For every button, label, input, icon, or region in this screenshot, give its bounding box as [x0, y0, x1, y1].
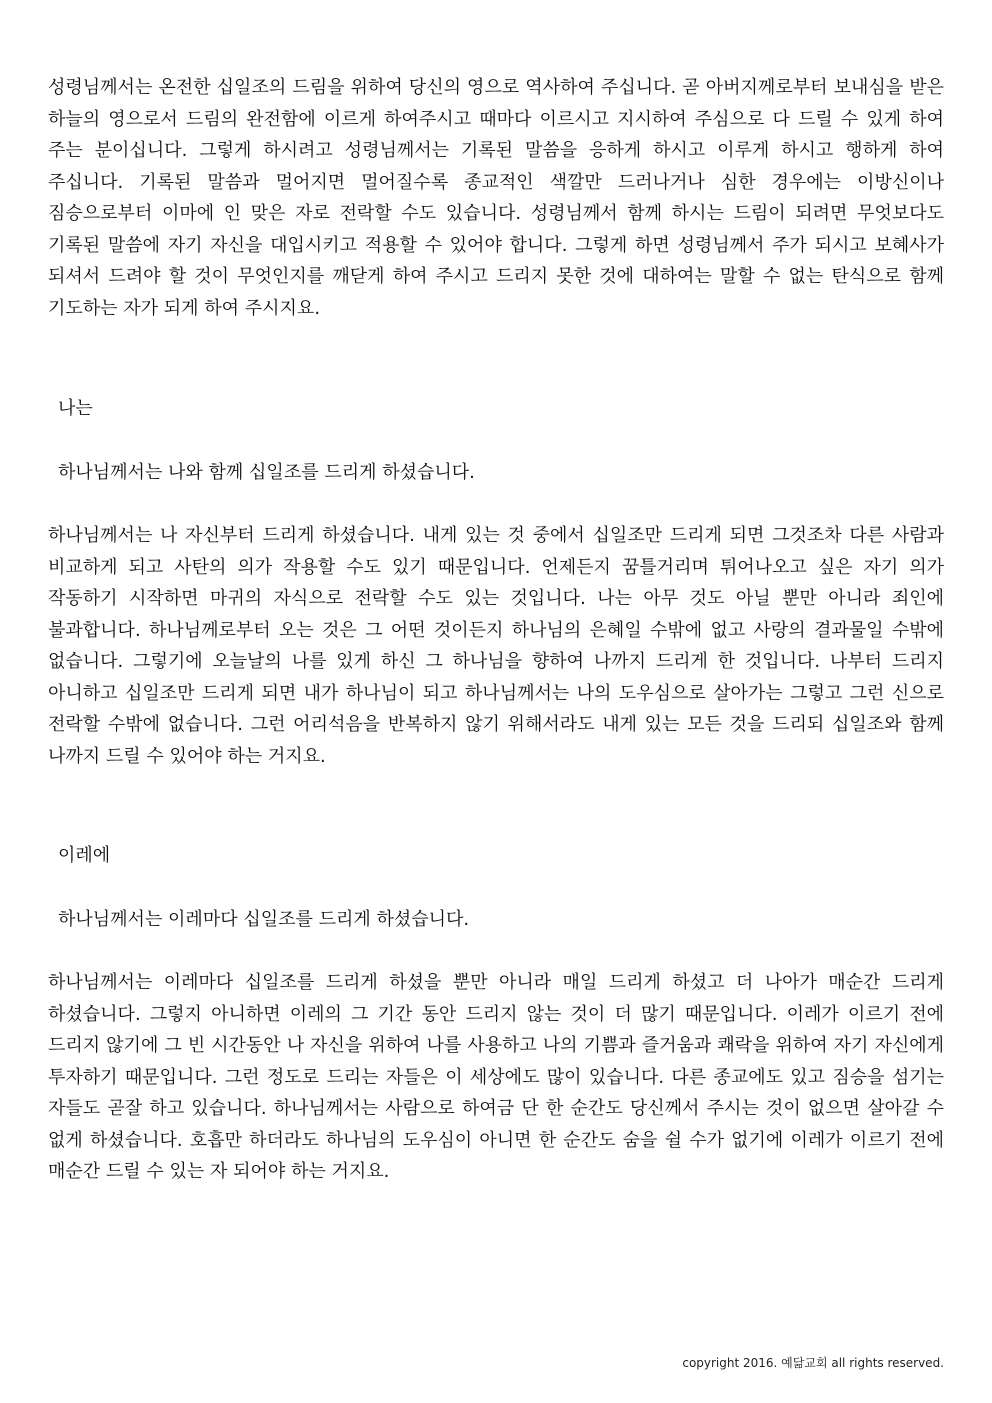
section-body-na: 하나님께서는 나 자신부터 드리게 하셨습니다. 내게 있는 것 중에서 십일조만 드리게 되면 그것조차 다른 사람과 비교하게 되고 사탄의 의가 작용할 수도 있기 때문입니다. 언제든지 꿈틀거리며 튀어나오고 싶은 자기 의가 작동하기 시작하면 마귀의 자식으로 전락할 수도 있는 것입니다. 나는 아무 것도 아닐 뿐만 아니라 죄인에 불과합니다. 하나님께로부터 오는 것은 그 어떤 것이든지 하나님의 은혜일 수밖에 없고 사랑의 결과물일 수밖에 없습니다. 그렇기에 오늘날의 나를 있게 하신 그 하나님을 향하여 나까지 드리게 한 것입니다. 나부터 드리지 아니하고 십일조만 드리게 되면 내가 하나님이 되고 하나님께서는 나의 도우심으로 살아가는 그렇고 그런 신으로 전락할 수밖에 없습니다. 그런 어리석음을 반복하지 않기 위해서라도 내게 있는 모든 것을 드리되 십일조와 함께 나까지 드릴 수 있어야 하는 거지요.	[48, 525, 944, 767]
copyright-footer: copyright 2016. 예닮교회 all rights reserved.	[682, 1356, 944, 1370]
section-subheading-na: 하나님께서는 나와 함께 십일조를 드리게 하셨습니다.	[58, 462, 475, 483]
section-heading-na: 나는	[58, 398, 93, 419]
intro-paragraph: 성령님께서는 온전한 십일조의 드림을 위하여 당신의 영으로 역사하여 주십니다. 곧 아버지께로부터 보내심을 받은 하늘의 영으로서 드림의 완전함에 이르게 하여주시고 때마다 이르시고 지시하여 주심으로 다 드릴 수 있게 하여 주는 분이십니다. 그렇게 하시려고 성령님께서는 기록된 말씀을 응하게 하시고 이루게 하시고 행하게 하여 주십니다. 기록된 말씀과 멀어지면 멀어질수록 종교적인 색깔만 드러나거나 심한 경우에는 이방신이나 짐승으로부터 이마에 인 맞은 자로 전락할 수도 있습니다. 성령님께서 함께 하시는 드림이 되려면 무엇보다도 기록된 말씀에 자기 자신을 대입시키고 적용할 수 있어야 합니다. 그렇게 하면 성령님께서 주가 되시고 보혜사가 되셔서 드려야 할 것이 무엇인지를 깨닫게 하여 주시고 드리지 못한 것에 대하여는 말할 수 없는 탄식으로 함께 기도하는 자가 되게 하여 주시지요.	[48, 77, 944, 319]
section-heading-irae: 이레에	[58, 845, 111, 866]
section-subheading-irae: 하나님께서는 이레마다 십일조를 드리게 하셨습니다.	[58, 909, 470, 930]
section-body-irae: 하나님께서는 이레마다 십일조를 드리게 하셨을 뿐만 아니라 매일 드리게 하셨고 더 나아가 매순간 드리게 하셨습니다. 그렇지 아니하면 이레의 그 기간 동안 드리지 않는 것이 더 많기 때문입니다. 이레가 이르기 전에 드리지 않기에 그 빈 시간동안 나 자신을 위하여 나를 사용하고 나의 기쁨과 즐거움과 쾌락을 위하여 자기 자신에게 투자하기 때문입니다. 그런 정도로 드리는 자들은 이 세상에도 많이 있습니다. 다른 종교에도 있고 짐승을 섬기는 자들도 곧잘 하고 있습니다. 하나님께서는 사람으로 하여금 단 한 순간도 당신께서 주시는 것이 없으면 살아갈 수 없게 하셨습니다. 호흡만 하더라도 하나님의 도우심이 아니면 한 순간도 숨을 쉴 수가 없기에 이레가 이르기 전에 매순간 드릴 수 있는 자 되어야 하는 거지요.	[48, 972, 944, 1182]
